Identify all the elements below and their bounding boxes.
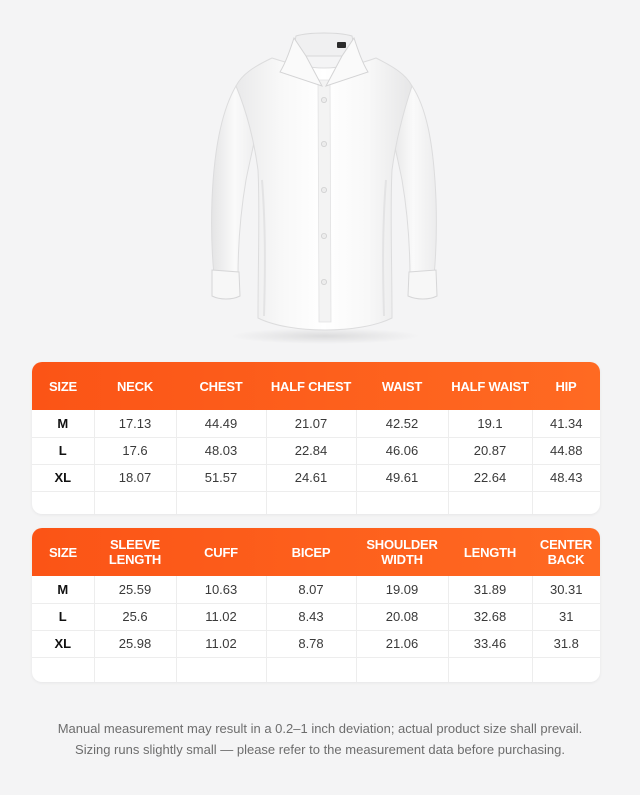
value-cell: 33.46 xyxy=(448,630,532,657)
product-image xyxy=(0,0,640,350)
empty-cell xyxy=(532,657,600,682)
header-neck: NECK xyxy=(116,378,154,394)
measurement-notes xyxy=(0,718,640,760)
empty-cell xyxy=(266,491,356,514)
value-cell: 21.06 xyxy=(356,630,448,657)
table-row xyxy=(32,464,600,491)
table-row-empty xyxy=(32,657,600,682)
empty-cell xyxy=(266,657,356,682)
value-cell: 41.34 xyxy=(532,410,600,437)
note-sizing: Sizing runs slightly small — please refer to the measurement data before purchasing. xyxy=(75,742,565,757)
value-cell: 22.64 xyxy=(448,464,532,491)
header-shoulder-width: SHOULDER WIDTH xyxy=(366,537,438,567)
value-cell: 44.49 xyxy=(176,410,266,437)
value-cell: 22.84 xyxy=(266,437,356,464)
size-cell: M xyxy=(32,576,94,603)
empty-cell xyxy=(356,491,448,514)
note-deviation: Manual measurement may result in a 0.2–1 inch deviation; actual product size shall prevail. xyxy=(57,721,583,736)
value-cell: 31.8 xyxy=(532,630,600,657)
header-center-back: CENTER BACK xyxy=(539,537,593,567)
size-cell: L xyxy=(32,437,94,464)
shirt-icon xyxy=(0,0,640,350)
size-table-sleeve xyxy=(32,528,600,682)
value-cell: 10.63 xyxy=(176,576,266,603)
value-cell: 32.68 xyxy=(448,603,532,630)
value-cell: 17.13 xyxy=(94,410,176,437)
table-row xyxy=(32,410,600,437)
value-cell: 25.59 xyxy=(94,576,176,603)
header-sleeve-length: SLEEVE LENGTH xyxy=(108,537,162,567)
table-row xyxy=(32,630,600,657)
header-hip: HIP xyxy=(555,378,577,394)
empty-cell xyxy=(94,491,176,514)
value-cell: 19.1 xyxy=(448,410,532,437)
table-row xyxy=(32,576,600,603)
value-cell: 8.78 xyxy=(266,630,356,657)
value-cell: 48.03 xyxy=(176,437,266,464)
value-cell: 8.43 xyxy=(266,603,356,630)
value-cell: 17.6 xyxy=(94,437,176,464)
empty-cell xyxy=(176,491,266,514)
value-cell: 51.57 xyxy=(176,464,266,491)
table-header-row xyxy=(32,362,600,410)
empty-cell xyxy=(448,657,532,682)
header-bicep: BICEP xyxy=(291,544,331,560)
header-half-waist: HALF WAIST xyxy=(451,378,529,394)
empty-cell xyxy=(532,491,600,514)
value-cell: 31 xyxy=(532,603,600,630)
table-row xyxy=(32,603,600,630)
value-cell: 24.61 xyxy=(266,464,356,491)
table-row-empty xyxy=(32,491,600,514)
value-cell: 11.02 xyxy=(176,630,266,657)
header-chest: CHEST xyxy=(199,378,243,394)
size-cell: L xyxy=(32,603,94,630)
header-waist: WAIST xyxy=(381,378,423,394)
header-size: SIZE xyxy=(48,544,78,560)
value-cell: 31.89 xyxy=(448,576,532,603)
value-cell: 49.61 xyxy=(356,464,448,491)
size-cell: XL xyxy=(32,630,94,657)
value-cell: 44.88 xyxy=(532,437,600,464)
value-cell: 19.09 xyxy=(356,576,448,603)
size-table-body xyxy=(32,362,600,514)
value-cell: 46.06 xyxy=(356,437,448,464)
empty-cell xyxy=(448,491,532,514)
size-cell: M xyxy=(32,410,94,437)
empty-cell xyxy=(32,657,94,682)
value-cell: 21.07 xyxy=(266,410,356,437)
size-cell: XL xyxy=(32,464,94,491)
header-cuff: CUFF xyxy=(204,544,238,560)
value-cell: 30.31 xyxy=(532,576,600,603)
value-cell: 25.98 xyxy=(94,630,176,657)
value-cell: 8.07 xyxy=(266,576,356,603)
header-size: SIZE xyxy=(48,378,78,394)
value-cell: 25.6 xyxy=(94,603,176,630)
header-half-chest: HALF CHEST xyxy=(270,378,352,394)
empty-cell xyxy=(356,657,448,682)
value-cell: 11.02 xyxy=(176,603,266,630)
value-cell: 20.08 xyxy=(356,603,448,630)
value-cell: 20.87 xyxy=(448,437,532,464)
value-cell: 42.52 xyxy=(356,410,448,437)
empty-cell xyxy=(94,657,176,682)
value-cell: 18.07 xyxy=(94,464,176,491)
table-row xyxy=(32,437,600,464)
value-cell: 48.43 xyxy=(532,464,600,491)
table-header-row xyxy=(32,528,600,576)
empty-cell xyxy=(32,491,94,514)
empty-cell xyxy=(176,657,266,682)
header-length: LENGTH xyxy=(463,544,517,560)
